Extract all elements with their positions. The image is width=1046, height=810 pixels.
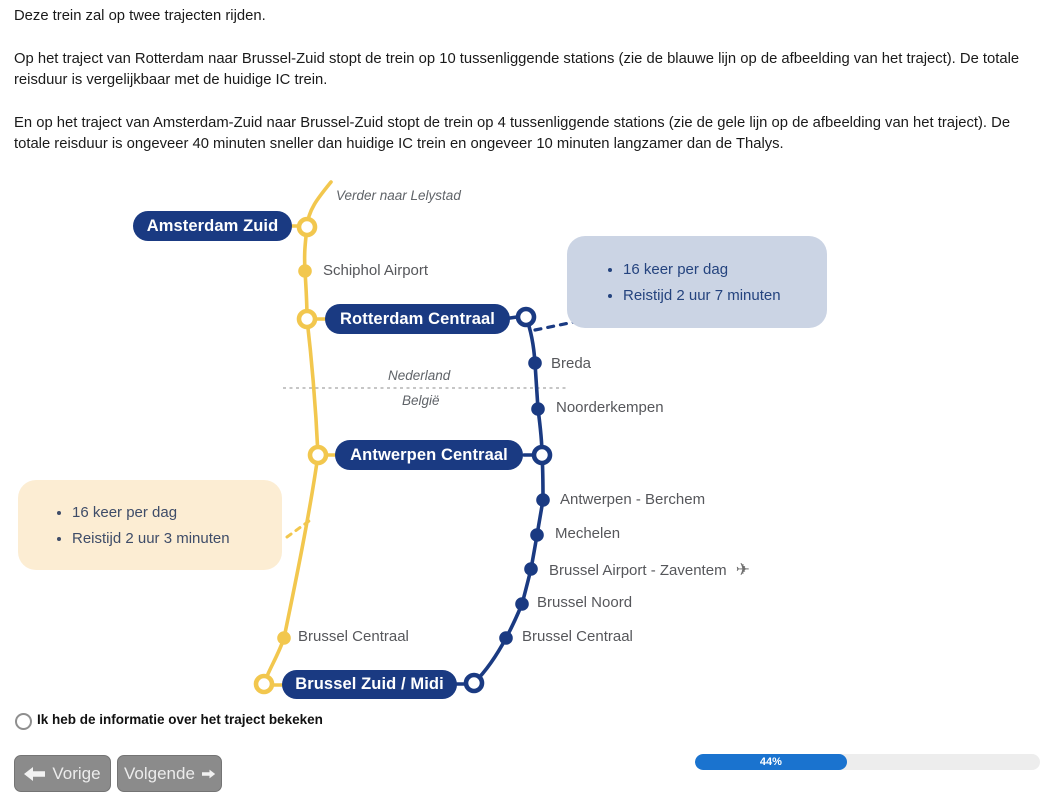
hub-pill-antwerpen-centraal: Antwerpen Centraal <box>335 440 523 470</box>
yellow-callout-traveltime: • Reistijd 2 uur 3 minuten <box>72 526 282 552</box>
intro-paragraph-2: Op het traject van Rotterdam naar Brussel-Zuid stopt de trein op 10 tussenliggende stations (zie de blauwe lijn op de afbeelding van het traject). De totale reisduur is vergelijkbaar met de huidige IC trein. <box>14 51 1020 88</box>
blue-callout-traveltime: • Reistijd 2 uur 7 minuten <box>623 283 827 309</box>
station-label-brussel-airport-zaventem <box>549 560 750 580</box>
progress-bar-fill <box>695 754 847 770</box>
station-dot-brussel-centraal-blue <box>499 631 513 645</box>
back-button-label: Vorige <box>52 763 101 783</box>
station-label-brussel-centraal-yellow: Brussel Centraal <box>298 628 409 645</box>
back-button[interactable] <box>14 755 111 792</box>
border-label-belgie: België <box>402 393 440 408</box>
progress-bar <box>695 754 1040 770</box>
blue-route-callout <box>567 236 827 328</box>
hub-circle-rotterdam-blue <box>518 309 534 325</box>
hub-circle-brussel-blue <box>466 675 482 691</box>
station-dot-breda <box>528 356 542 370</box>
confirmation-radio[interactable] <box>15 713 32 730</box>
left-arrow-icon <box>24 767 45 781</box>
intro-paragraph-3: En op het traject van Amsterdam-Zuid naar Brussel-Zuid stopt de trein op 4 tussenliggende stations (zie de gele lijn op de afbeelding van het traject). De totale reisduur is ongeveer 40 minuten sneller dan huidige IC trein en ongeveer 10 minuten langzamer dan de Thalys. <box>14 115 1011 152</box>
yellow-route-callout <box>18 480 282 570</box>
intro-paragraph-1: Deze trein zal op twee trajecten rijden. <box>14 8 266 24</box>
hub-circle-brussel-yellow <box>256 676 272 692</box>
hub-circle-rotterdam-yellow <box>299 311 315 327</box>
right-arrow-icon <box>202 767 215 781</box>
station-label-text: Brussel Airport - Zaventem <box>549 562 727 579</box>
blue-callout-connector <box>535 322 574 330</box>
hub-circle-antwerpen-yellow <box>310 447 326 463</box>
confirmation-radio-label[interactable]: Ik heb de informatie over het traject bekeken <box>37 712 323 727</box>
station-label-schiphol: Schiphol Airport <box>323 262 429 279</box>
next-button[interactable] <box>117 755 222 792</box>
station-dot-brussel-centraal-yellow <box>277 631 291 645</box>
progress-percent-label: 44% <box>759 756 782 768</box>
hub-circle-antwerpen-blue <box>534 447 550 463</box>
blue-callout-frequency: • 16 keer per dag <box>623 257 827 283</box>
station-dot-mechelen <box>530 528 544 542</box>
note-verder-naar-lelystad: Verder naar Lelystad <box>336 188 461 203</box>
station-label-noorderkempen: Noorderkempen <box>556 399 664 416</box>
station-label-breda: Breda <box>551 355 592 372</box>
station-dot-berchem <box>536 493 550 507</box>
station-label-brussel-centraal-blue: Brussel Centraal <box>522 628 633 645</box>
next-button-label: Volgende <box>124 763 195 783</box>
station-label-brussel-noord: Brussel Noord <box>537 594 633 611</box>
hub-pill-rotterdam-centraal: Rotterdam Centraal <box>325 304 510 334</box>
station-dot-schiphol <box>298 264 312 278</box>
station-label-mechelen: Mechelen <box>555 525 621 542</box>
hub-circle-amsterdam <box>299 219 315 235</box>
station-dot-zaventem <box>524 562 538 576</box>
hub-circles-yellow <box>256 219 326 692</box>
hub-pill-amsterdam-zuid: Amsterdam Zuid <box>133 211 292 241</box>
station-label-antwerpen-berchem: Antwerpen - Berchem <box>560 491 706 508</box>
plane-icon: ✈ <box>735 560 750 580</box>
station-dot-brussel-noord <box>515 597 529 611</box>
yellow-route-line <box>264 182 336 685</box>
station-dot-noorderkempen <box>531 402 545 416</box>
yellow-callout-frequency: • 16 keer per dag <box>72 500 282 526</box>
hub-pill-brussel-zuid-midi: Brussel Zuid / Midi <box>282 670 457 699</box>
border-label-nederland: Nederland <box>388 368 451 383</box>
